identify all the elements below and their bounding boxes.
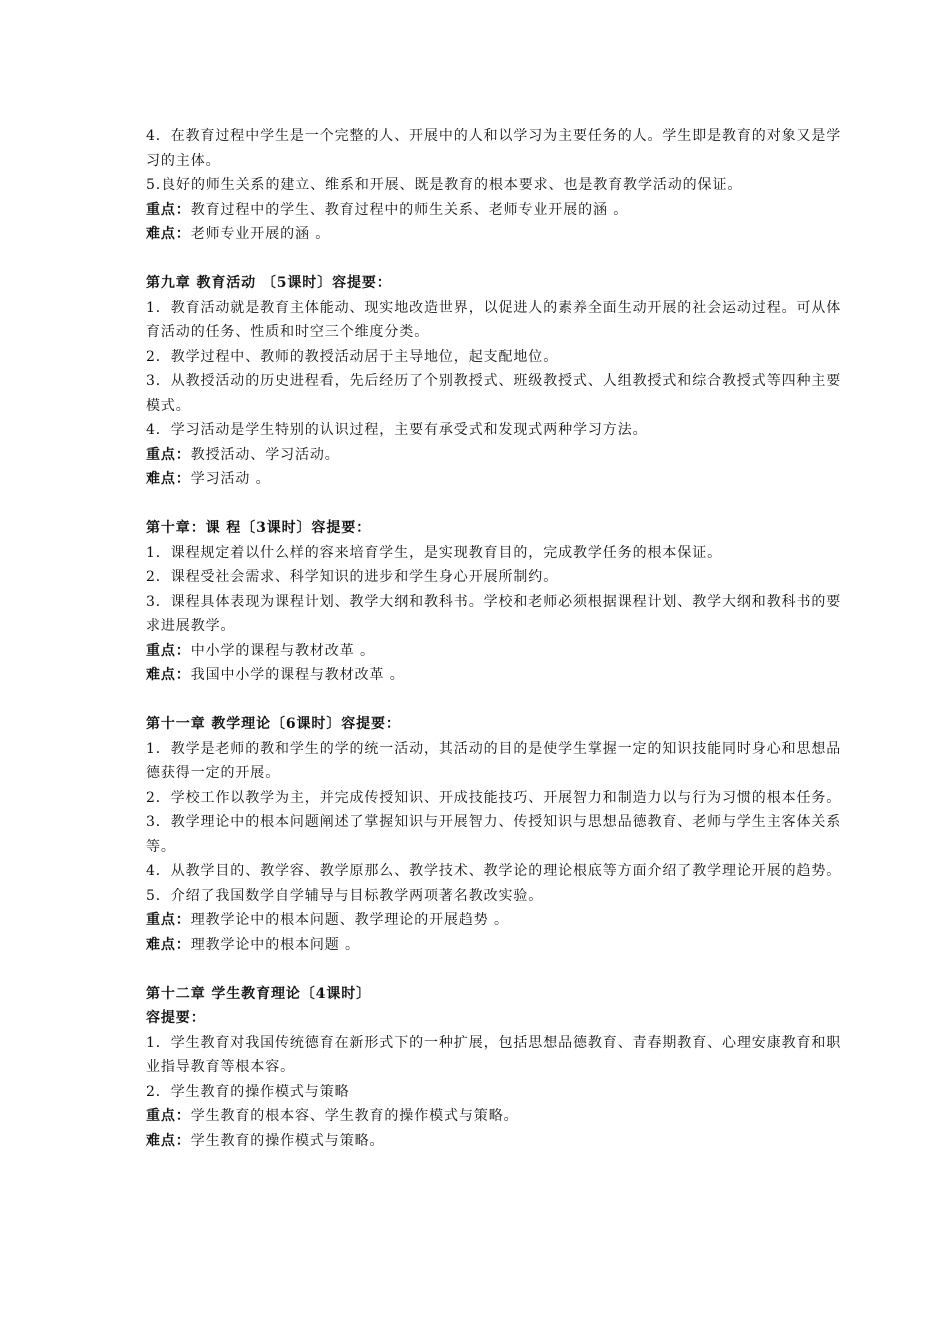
chapter-11-item: 1．教学是老师的教和学生的学的统一活动，其活动的目的是使学生掌握一定的知识技能同时身心和思想品德获得一定的开展。 <box>146 740 842 781</box>
chapter-12-key-point <box>146 1104 850 1129</box>
chapter-12-title: 第十二章 学生教育理论〔4课时〕 <box>146 985 372 1002</box>
intro-item-4: 4．在教育过程中学生是一个完整的人、开展中的人和以学习为主要任务的人。学生即是教育的对象又是学习的主体。 <box>146 128 842 169</box>
chapter-9-title: 第九章 教育活动 〔5课时〕容提要： <box>146 275 392 291</box>
chapter-10-item: 3．课程具体表现为课程计划、教学大纲和教科书。学校和老师必须根据课程计划、教学大纲和教科书的要求进展教学。 <box>146 593 842 634</box>
key-text: 中小学的课程与教材改革 。 <box>190 642 375 659</box>
chapter-9-difficult-point <box>146 467 850 492</box>
chapter-10-difficult-point <box>146 663 850 688</box>
chapter-11-difficult-point <box>146 933 850 958</box>
difficult-text: 我国中小学的课程与教材改革 。 <box>190 667 405 683</box>
chapter-11-title: 第十一章 教学理论〔6课时〕容提要： <box>146 716 401 732</box>
intro-item-5: 5.良好的师生关系的建立、维系和开展、既是教育的根本要求、也是教育教学活动的保证。 <box>146 177 743 193</box>
chapter-9-item: 3．从教授活动的历史进程看，先后经历了个别教授式、班级教授式、人组教授式和综合教授式等四种主要模式。 <box>146 373 842 414</box>
difficult-text: 学生教育的操作模式与策略。 <box>190 1132 385 1149</box>
intro-difficult-point <box>146 222 850 247</box>
chapter-11-key-point <box>146 908 850 933</box>
chapter-10-title: 第十章：课 程〔3课时〕容提要： <box>146 520 372 536</box>
key-label: 重点： <box>146 642 191 659</box>
key-label: 重点： <box>146 201 191 218</box>
chapter-12-item: 1．学生教育对我国传统德育在新形式下的一种扩展，包括思想品德教育、青春期教育、心理安康教育和职业指导教育等根本容。 <box>146 1034 842 1075</box>
difficult-label: 难点： <box>146 471 191 487</box>
difficult-text: 学习活动 。 <box>190 471 271 487</box>
key-text: 理教学论中的根本问题、教学理论的开展趋势 。 <box>190 912 509 928</box>
key-label: 重点： <box>146 912 191 928</box>
intro-key-point <box>146 198 850 223</box>
chapter-9-item: 4．学习活动是学生特别的认识过程，主要有承受式和发现式两种学习方法。 <box>146 422 648 438</box>
chapter-12-subtitle: 容提要： <box>146 1010 206 1026</box>
chapter-10-item: 2．课程受社会需求、科学知识的进步和学生身心开展所制约。 <box>146 569 559 585</box>
key-label: 重点： <box>146 446 191 463</box>
difficult-label: 难点： <box>146 226 191 242</box>
key-text: 教授活动、学习活动。 <box>190 446 340 463</box>
key-text: 学生教育的根本容、学生教育的操作模式与策略。 <box>190 1108 519 1124</box>
document-page <box>146 124 850 1153</box>
difficult-label: 难点： <box>146 936 191 953</box>
chapter-12-difficult-point <box>146 1129 850 1154</box>
chapter-11-item: 3．教学理论中的根本问题阐述了掌握知识与开展智力、传授知识与思想品德教育、老师与学生主客体关系等。 <box>146 814 842 855</box>
chapter-10-item: 1．课程规定着以什么样的容来培育学生，是实现教育目的，完成教学任务的根本保证。 <box>146 544 723 561</box>
chapter-10-key-point <box>146 639 850 664</box>
difficult-label: 难点： <box>146 1132 191 1149</box>
difficult-text: 理教学论中的根本问题 。 <box>190 936 360 953</box>
chapter-12-item: 2．学生教育的操作模式与策略 <box>146 1083 350 1100</box>
key-text: 教育过程中的学生、教育过程中的师生关系、老师专业开展的涵 。 <box>190 201 629 218</box>
chapter-11-item: 5．介绍了我国数学自学辅导与目标教学两项著名教改实验。 <box>146 887 544 904</box>
chapter-9-key-point <box>146 443 850 468</box>
chapter-11-item: 4．从教学目的、教学容、教学原那么、教学技术、教学论的理论根底等方面介绍了教学理论开展的趋势。 <box>146 863 842 879</box>
difficult-text: 老师专业开展的涵 。 <box>190 226 331 242</box>
difficult-label: 难点： <box>146 667 191 683</box>
chapter-9-item: 1．教育活动就是教育主体能动、现实地改造世界，以促进人的素养全面生动开展的社会运动过程。可从体育活动的任务、性质和时空三个维度分类。 <box>146 299 842 340</box>
key-label: 重点： <box>146 1108 191 1124</box>
chapter-9-item: 2．教学过程中、教师的教授活动居于主导地位，起支配地位。 <box>146 348 559 365</box>
chapter-11-item: 2．学校工作以教学为主，并完成传授知识、开成技能技巧、开展智力和制造力以与行为习惯的根本任务。 <box>146 789 842 806</box>
